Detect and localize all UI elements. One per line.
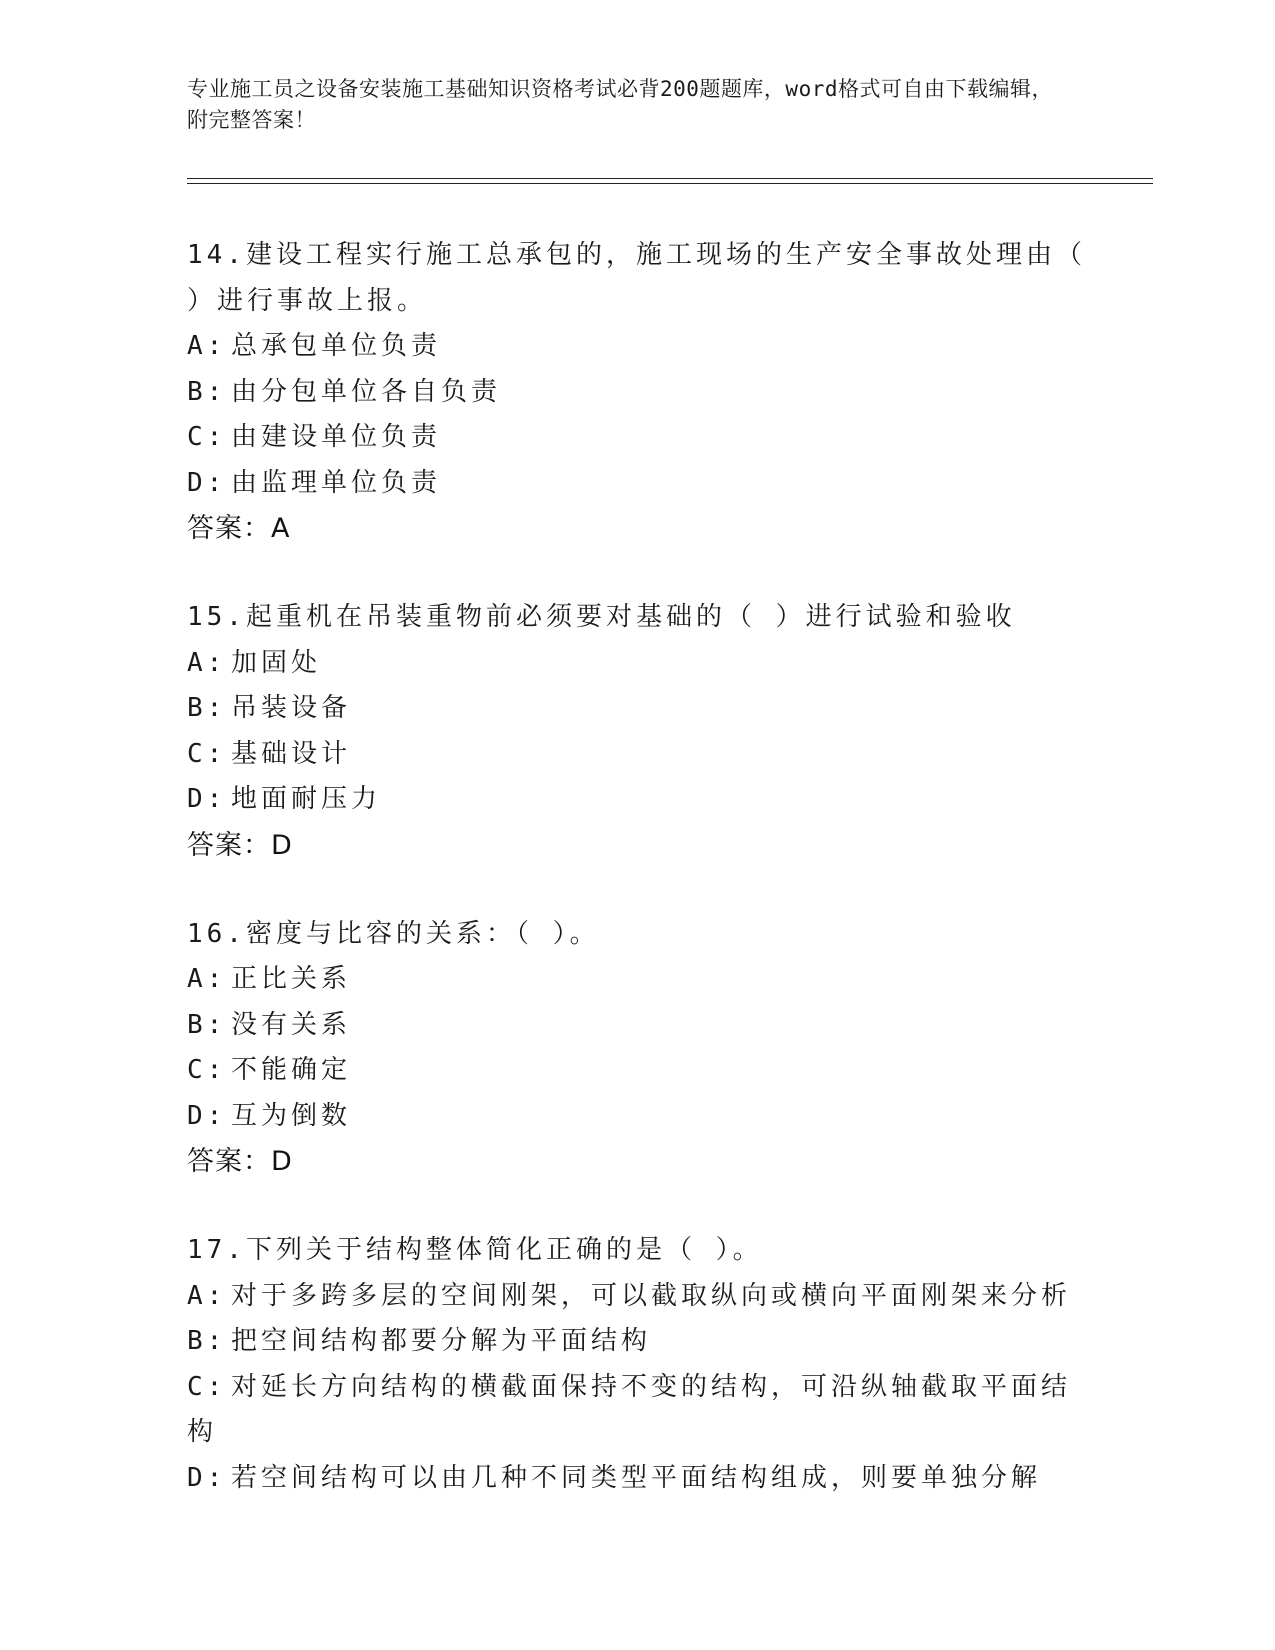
option-a [187,641,1087,687]
option-d [187,1456,1087,1502]
option-key: B: [187,376,227,407]
option-c [187,1048,1087,1094]
option-text: 不能确定 [231,1055,352,1085]
question-14 [187,233,1087,551]
option-key: C: [187,738,227,769]
option-key: D: [187,784,227,814]
option-text: 吊装设备 [231,693,352,723]
answer-line: 答案：D [187,1146,293,1177]
option-b [187,1003,1087,1049]
question-text: 14.建设工程实行施工总承包的，施工现场的生产安全事故处理由（ ）进行事故上报。 [187,240,1086,316]
option-text: 互为倒数 [231,1100,352,1131]
option-key: C: [187,1371,227,1402]
option-text: 若空间结构可以由几种不同类型平面结构组成，则要单独分解 [231,1462,1042,1493]
option-key: C: [187,1055,227,1085]
document-intro: 专业施工员之设备安装施工基础知识资格考试必背200题题库，word格式可自由下载编辑，附完整答案！ [187,77,1053,132]
header-divider-bottom [187,183,1153,184]
option-c [187,1365,1087,1456]
option-text: 由建设单位负责 [231,422,442,452]
option-key: A: [187,1280,227,1311]
option-key: B: [187,1326,227,1356]
option-text: 由分包单位各自负责 [231,376,502,407]
option-a [187,957,1087,1003]
option-c [187,732,1087,778]
question-text: 15.起重机在吊装重物前必须要对基础的（ ）进行试验和验收 [187,602,1016,632]
option-key: A: [187,331,227,361]
option-key: D: [187,1462,227,1493]
option-key: A: [187,647,227,678]
option-text: 加固处 [231,647,322,678]
option-key: B: [187,1009,227,1040]
option-b [187,1319,1087,1365]
option-key: B: [187,693,227,723]
option-c [187,415,1087,461]
option-key: C: [187,422,227,452]
option-b [187,370,1087,416]
option-text: 对延长方向结构的横截面保持不变的结构，可沿纵轴截取平面结构 [187,1371,1072,1447]
option-d [187,1094,1087,1140]
option-text: 对于多跨多层的空间刚架，可以截取纵向或横向平面刚架来分析 [231,1280,1072,1311]
option-text: 由监理单位负责 [231,467,442,498]
question-text: 16.密度与比容的关系：（ ）。 [187,918,600,949]
option-text: 基础设计 [231,738,352,769]
option-text: 把空间结构都要分解为平面结构 [231,1326,652,1356]
option-d [187,777,1087,823]
question-text: 17.下列关于结构整体简化正确的是（ ）。 [187,1235,763,1265]
question-list [187,233,1087,1545]
option-key: D: [187,1100,227,1131]
answer-line: 答案：A [187,513,291,544]
header-divider-top [187,178,1153,179]
option-d [187,461,1087,507]
answer-line: 答案：D [187,829,293,861]
question-16 [187,912,1087,1185]
option-text: 总承包单位负责 [231,331,442,361]
question-17 [187,1228,1087,1501]
option-text: 地面耐压力 [231,784,382,814]
option-key: D: [187,467,227,498]
option-a [187,324,1087,370]
option-key: A: [187,964,227,994]
question-15 [187,595,1087,868]
option-text: 正比关系 [231,964,352,994]
option-b [187,686,1087,732]
option-text: 没有关系 [231,1009,352,1040]
option-a [187,1274,1087,1320]
